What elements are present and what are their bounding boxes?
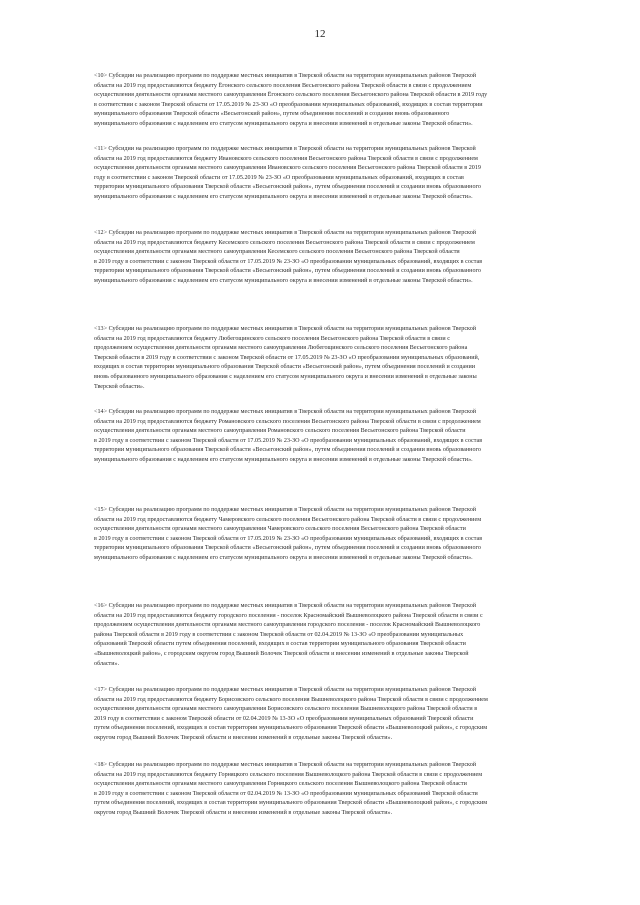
footnote-line: году в соответствии с законом Тверской области от 17.05.2019 № 23-ЗО «О преобразовании муниципальных образований, входящих в состав xyxy=(94,174,464,181)
footnote-line: <13> Субсидии на реализацию программ по поддержке местных инициатив в Тверской области на территории муниципальных районов Тверской xyxy=(94,326,477,332)
footnote-line: области на 2019 год предоставляются бюджету Романовского сельского поселения Весьегонского района Тверской области в связи с продолжением xyxy=(94,418,481,425)
footnote-line: <18> Субсидии на реализацию программ по поддержке местных инициатив в Тверской области на территории муниципальных районов Тверской xyxy=(94,762,477,768)
footnote-line: в 2019 году в соответствии с законом Тверской области от 17.05.2019 № 23-ЗО «О преобразовании муниципальных образований, входящих в состав xyxy=(94,535,483,542)
footnote-13 xyxy=(94,325,592,392)
footnote-line: <10> Субсидии на реализацию программ по поддержке местных инициатив в Тверской области на территории муниципальных районов Тверской xyxy=(94,73,477,79)
footnote-line: осуществления деятельности органами местного самоуправления Романовского сельского поселения Весьегонского района Тверской области xyxy=(94,428,466,435)
footnote-line: <15> Субсидии на реализацию программ по поддержке местных инициатив в Тверской области на территории муниципальных районов Тверской xyxy=(94,507,477,513)
footnote-line: территории муниципального образования Тверской области «Весьегонский район», путем объединения поселений и создании вновь образованного xyxy=(94,447,481,454)
footnote-line: осуществления деятельности органами местного самоуправления Ивановского сельского поселения Весьегонского района Тверской области в 2019 xyxy=(94,165,481,172)
footnote-line: области на 2019 год предоставляются бюджету Горняцкого сельского поселения Вышневолоцкого района Тверской области в связи с продолжением xyxy=(94,771,483,778)
footnote-line: образований Тверской области путем объединения поселений, входящих в состав территории муниципального образования Тверской области xyxy=(94,641,466,648)
footnote-line: округом город Вышний Волочек Тверской области и внесении изменений в отдельные законы Тверской области». xyxy=(94,809,393,816)
footnote-line: области на 2019 год предоставляются бюджету Любегощинского сельского поселения Весьегонского района Тверской области в связи с xyxy=(94,335,450,342)
footnote-10 xyxy=(94,72,592,130)
footnote-line: муниципального образования с наделением его статусом муниципального округа и внесении изменений в отдельные законы Тверской области». xyxy=(94,456,473,463)
footnote-line: муниципального образования с наделением его статусом муниципального округа и внесении изменений в отдельные законы Тверской области». xyxy=(94,277,473,284)
footnote-line: <11> Субсидии на реализацию программ по поддержке местных инициатив в Тверской области на территории муниципальных районов Тверской xyxy=(94,146,476,152)
footnote-12 xyxy=(94,229,592,287)
footnote-line: территории муниципального образования Тверской области «Весьегонский район», путем объединения поселений и создании вновь образованного xyxy=(94,268,481,275)
footnote-line: осуществления деятельности органами местного самоуправления Борисовского сельского поселения Вышневолоцкого района Тверской области в xyxy=(94,706,478,713)
footnote-line: округом город Вышний Волочек Тверской области и внесении изменений в отдельные законы Тверской области». xyxy=(94,734,393,741)
footnote-line: в 2019 году в соответствии с законом Тверской области от 17.05.2019 № 23-ЗО «О преобразовании муниципальных образований, входящих в состав xyxy=(94,437,483,444)
footnote-line: <12> Субсидии на реализацию программ по поддержке местных инициатив в Тверской области на территории муниципальных районов Тверской xyxy=(94,230,477,236)
footnote-line: продолжением осуществления деятельности органами местного самоуправления Любегощинского сельского поселения Весьегонского района xyxy=(94,345,468,352)
footnote-line: муниципального образования с наделением его статусом муниципального округа и внесении изменений в отдельные законы Тверской области». xyxy=(94,554,473,561)
footnote-line: муниципального образования Тверской области «Весьегонский район», путем объединения поселений и создании вновь образованного xyxy=(94,111,450,118)
footnote-line: продолжением осуществления деятельности органами местного самоуправления городского поселения - поселок Красномайский Вышневолоцкого xyxy=(94,622,481,629)
footnote-line: территории муниципального образования Тверской области «Весьегонский район», путем объединения поселений и создании вновь образованного xyxy=(94,545,481,552)
footnote-line: Тверской области в 2019 году в соответствии с законом Тверской области от 17.05.2019 № 23-ЗО «О преобразовании муниципальных образований, xyxy=(94,354,480,361)
footnote-18 xyxy=(94,761,592,819)
footnote-line: муниципального образования с наделением его статусом муниципального округа и внесении изменений в отдельные законы Тверской области». xyxy=(94,193,473,200)
footnote-line: области на 2019 год предоставляются бюджету Чамеровского сельского поселения Весьегонского района Тверской области в связи с продолжением xyxy=(94,516,482,523)
footnote-line: области на 2019 год предоставляются бюджету Ивановского сельского поселения Весьегонского района Тверской области в связи с продолжением xyxy=(94,155,478,162)
footnote-line: осуществления деятельности органами местного самоуправления Кесемского сельского поселения Весьегонского района Тверской области xyxy=(94,249,460,256)
footnote-line: в 2019 году в соответствии с законом Тверской области от 17.05.2019 № 23-ЗО «О преобразовании муниципальных образований, входящих в состав xyxy=(94,258,483,265)
footnote-line: области». xyxy=(94,660,120,667)
footnote-line: вновь образованного муниципального образования с наделением его статусом муниципального округа и внесении изменений в отдельные законы xyxy=(94,373,477,380)
footnote-line: области на 2019 год предоставляются бюджету Борисовского сельского поселения Вышневолоцкого района Тверской области в связи с продолжением xyxy=(94,696,488,703)
footnote-11 xyxy=(94,145,592,203)
footnote-line: <14> Субсидии на реализацию программ по поддержке местных инициатив в Тверской области на территории муниципальных районов Тверской xyxy=(94,409,477,415)
footnote-line: Тверской области». xyxy=(94,383,145,390)
page-number: 12 xyxy=(314,28,326,40)
footnote-16 xyxy=(94,602,592,669)
footnote-line: территории муниципального образования Тверской области «Весьегонский район», путем объединения поселений и создании вновь образованного xyxy=(94,184,481,191)
footnote-line: входящих в состав территории муниципального образования Тверской области «Весьегонский район», путем объединения поселений и создании xyxy=(94,364,476,371)
footnote-line: 2019 году в соответствии с законом Тверской области от 02.04.2019 № 13-ЗО «О преобразовании муниципальных образований Тверской области xyxy=(94,715,474,722)
footnote-line: осуществления деятельности органами местного самоуправления Горняцкого сельского поселения Вышневолоцкого района Тверской области xyxy=(94,781,467,788)
footnote-line: области на 2019 год предоставляются бюджету городского поселения - поселок Красномайский Вышневолоцкого района Тверской области в связи с xyxy=(94,612,483,619)
footnote-line: в соответствии с законом Тверской области от 17.05.2019 № 23-ЗО «О преобразовании муниципальных образований, входящих в состав территории xyxy=(94,101,483,108)
footnote-line: <17> Субсидии на реализацию программ по поддержке местных инициатив в Тверской области на территории муниципальных районов Тверской xyxy=(94,687,477,693)
footnote-17 xyxy=(94,686,592,744)
footnote-line: в 2019 году в соответствии с законом Тверской области от 02.04.2019 № 13-ЗО «О преобразовании муниципальных образований Тверской области xyxy=(94,790,478,797)
footnote-line: осуществления деятельности органами местного самоуправления Чамеровского сельского поселения Весьегонского района Тверской области xyxy=(94,526,466,533)
footnote-15 xyxy=(94,506,592,564)
footnote-line: области на 2019 год предоставляются бюджету Кесемского сельского поселения Весьегонского района Тверской области в связи с продолжением xyxy=(94,239,475,246)
footnote-line: района Тверской области в 2019 году в соответствии с законом Тверской области от 02.04.2019 № 13-ЗО «О преобразовании муниципальных xyxy=(94,631,464,638)
footnote-line: <16> Субсидии на реализацию программ по поддержке местных инициатив в Тверской области на территории муниципальных районов Тверской xyxy=(94,603,477,609)
footnote-line: «Вышневолоцкий район», с городским округом город Вышний Волочек Тверской области и внесении изменений в отдельные законы Тверской xyxy=(94,650,469,657)
footnote-line: муниципального образования с наделением его статусом муниципального округа и внесении изменений в отдельные законы Тверской области». xyxy=(94,120,473,127)
footnote-line: путем объединения поселений, входящих в состав территории муниципального образования Тверской области «Вышневолоцкий район», с городским xyxy=(94,725,488,732)
footnote-line: осуществления деятельности органами местного самоуправления Ёгонского сельского поселения Весьегонского района Тверской области в 2019 году xyxy=(94,92,488,99)
footnote-line: путем объединения поселений, входящих в состав территории муниципального образования Тверской области «Вышневолоцкий район», с городским xyxy=(94,800,488,807)
footnote-line: области на 2019 год предоставляются бюджету Ёгонского сельского поселения Весьегонского района Тверской области в связи с продолжением xyxy=(94,82,472,89)
footnote-14 xyxy=(94,408,592,466)
